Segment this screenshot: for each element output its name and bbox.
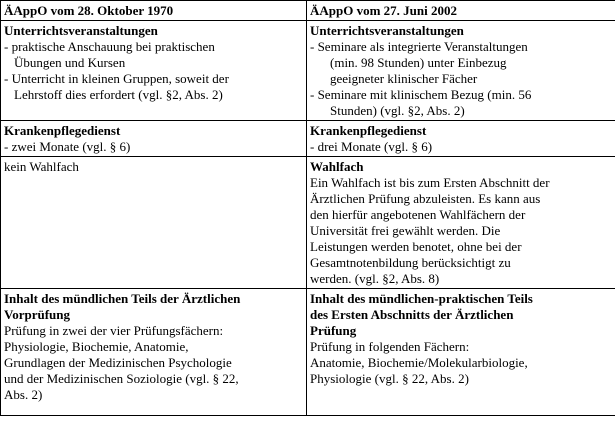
row-pruefung <box>1 289 615 416</box>
wahlfach-line: den hierfür angebotenen Wahlfächern der <box>310 207 526 222</box>
list-item-cont: (min. 98 Stunden) unter Einbezug <box>330 55 507 70</box>
header-cell-2002 <box>307 1 615 21</box>
heading-pruefung-2002-cont: des Ersten Abschnitts der Ärztlichen <box>310 307 514 322</box>
wahlfach-line: Leistungen werden benotet, ohne bei der <box>310 239 522 254</box>
wahlfach-text-1970: kein Wahlfach <box>4 159 79 174</box>
cell-unterricht-1970 <box>1 21 307 121</box>
list-item-cont: Stunden) (vgl. §2, Abs. 2) <box>330 103 465 118</box>
list-item: - praktische Anschauung bei praktischen <box>4 39 215 54</box>
row-krankenpflege <box>1 121 615 157</box>
heading-unterricht-1970: Unterrichtsveranstaltungen <box>4 23 158 38</box>
heading-pruefung-1970: Inhalt des mündlichen Teils der Ärztlichen <box>4 291 241 306</box>
wahlfach-line: Universität frei gewählt werden. Die <box>310 223 501 238</box>
heading-pruefung-1970-cont: Vorprüfung <box>4 307 70 322</box>
heading-krankenpflege-2002: Krankenpflegedienst <box>310 123 427 138</box>
header-row <box>1 1 615 21</box>
heading-pruefung-2002-cont: Prüfung <box>310 323 357 338</box>
list-item: - Seminare mit klinischem Bezug (min. 56 <box>310 87 532 102</box>
heading-pruefung-2002: Inhalt des mündlichen-praktischen Teils <box>310 291 533 306</box>
row-wahlfach <box>1 157 615 289</box>
header-cell-1970 <box>1 1 307 21</box>
pruefung-line: Prüfung in folgenden Fächern: <box>310 339 470 354</box>
wahlfach-line: Ein Wahlfach ist bis zum Ersten Abschnitt der <box>310 175 550 190</box>
list-item-cont: geeigneter klinischer Fächer <box>330 71 478 86</box>
pruefung-line: Abs. 2) <box>4 387 43 402</box>
pruefung-line: Physiologie, Biochemie, Anatomie, <box>4 339 189 354</box>
list-item: - Seminare als integrierte Veranstaltungen <box>310 39 528 54</box>
pruefung-line: Prüfung in zwei der vier Prüfungsfächern: <box>4 323 224 338</box>
pruefung-line: und der Medizinischen Soziologie (vgl. § 22, <box>4 371 239 386</box>
header-2002: ÄAppO vom 27. Juni 2002 <box>310 3 457 18</box>
wahlfach-line: Gesamtnotenbildung berücksichtigt zu <box>310 255 511 270</box>
cell-wahlfach-1970 <box>1 157 307 289</box>
pruefung-line: Physiologie (vgl. § 22, Abs. 2) <box>310 371 469 386</box>
heading-unterricht-2002: Unterrichtsveranstaltungen <box>310 23 464 38</box>
cell-unterricht-2002 <box>307 21 615 121</box>
krankenpflege-duration-2002: - drei Monate (vgl. § 6) <box>310 139 433 154</box>
heading-krankenpflege-1970: Krankenpflegedienst <box>4 123 121 138</box>
pruefung-line: Anatomie, Biochemie/Molekularbiologie, <box>310 355 528 370</box>
heading-wahlfach-2002: Wahlfach <box>310 159 364 174</box>
row-unterricht <box>1 21 615 121</box>
list-item-cont: Lehrstoff dies erfordert (vgl. §2, Abs. 2) <box>14 87 223 102</box>
wahlfach-line: werden. (vgl. §2, Abs. 8) <box>310 271 440 286</box>
list-item: - Unterricht in kleinen Gruppen, soweit der <box>4 71 229 86</box>
list-item-cont: Übungen und Kursen <box>14 55 126 70</box>
cell-krankenpflege-1970 <box>1 121 307 157</box>
cell-pruefung-2002 <box>307 289 615 416</box>
cell-wahlfach-2002 <box>307 157 615 289</box>
krankenpflege-duration-1970: - zwei Monate (vgl. § 6) <box>4 139 131 154</box>
pruefung-line: Grundlagen der Medizinischen Psychologie <box>4 355 232 370</box>
cell-pruefung-1970 <box>1 289 307 416</box>
wahlfach-line: Ärztlichen Prüfung abzuleisten. Es kann aus <box>310 191 541 206</box>
header-1970: ÄAppO vom 28. Oktober 1970 <box>4 3 174 18</box>
cell-krankenpflege-2002 <box>307 121 615 157</box>
